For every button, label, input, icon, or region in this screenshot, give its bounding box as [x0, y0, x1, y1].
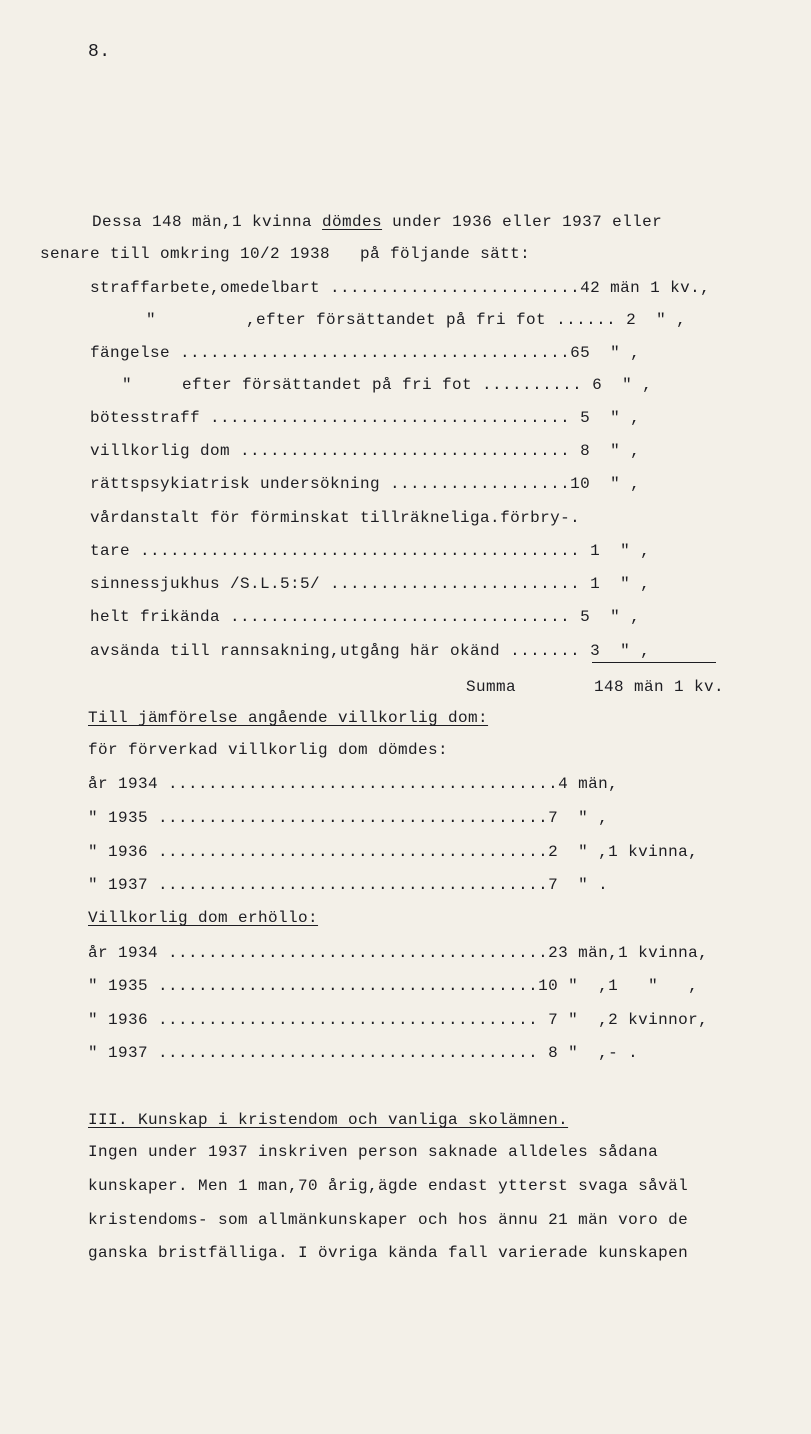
sentence-row: straffarbete,omedelbart .........................42 män 1 kv.,	[90, 279, 711, 297]
sum-rule	[592, 662, 716, 663]
comparison-heading: Till jämförelse angående villkorlig dom:	[88, 709, 489, 727]
sentence-row: vårdanstalt för förminskat tillräkneliga.förbry-.	[90, 509, 581, 527]
page-number: 8.	[88, 42, 111, 62]
sentence-row: bötesstraff .................................... 5 " ,	[90, 409, 641, 427]
erhollo-row: år 1934 ......................................23 män,1 kvinna,	[88, 944, 709, 962]
erhollo-heading: Villkorlig dom erhöllo:	[88, 909, 319, 927]
forverkad-row: " 1937 .......................................7 " .	[88, 876, 609, 894]
summa-value: 148 män 1 kv.	[594, 678, 725, 696]
sentence-row: tare ............................................ 1 " ,	[90, 542, 651, 560]
sentence-row: rättspsykiatrisk undersökning ..................10 " ,	[90, 475, 641, 493]
paragraph-line: kristendoms- som allmänkunskaper och hos ännu 21 män voro de	[88, 1211, 689, 1229]
erhollo-row: " 1936 ...................................... 7 " ,2 kvinnor,	[88, 1011, 709, 1029]
summa-label: Summa	[466, 678, 517, 696]
forverkad-row: " 1935 .......................................7 " ,	[88, 809, 609, 827]
paragraph-line: kunskaper. Men 1 man,70 årig,ägde endast ytterst svaga såväl	[88, 1177, 689, 1195]
intro-line-1	[92, 212, 662, 232]
forverkad-row: år 1934 .......................................4 män,	[88, 775, 619, 793]
intro-line-1-pre: Dessa 148 män,1 kvinna	[92, 213, 323, 231]
intro-line-1-post: under 1936 eller 1937 eller	[382, 213, 663, 231]
erhollo-row: " 1937 ...................................... 8 " ,- .	[88, 1044, 639, 1062]
sentence-row: helt frikända .................................. 5 " ,	[90, 608, 641, 626]
paragraph-line: Ingen under 1937 inskriven person saknade alldeles sådana	[88, 1143, 659, 1161]
intro-line-2: senare till omkring 10/2 1938 på följande sätt:	[40, 245, 531, 263]
sentence-row: " ,efter försättandet på fri fot ...... 2 " ,	[146, 311, 687, 329]
sentence-row: sinnessjukhus /S.L.5:5/ ......................... 1 " ,	[90, 575, 651, 593]
intro-underlined-word: dömdes	[322, 213, 383, 231]
forverkad-row: " 1936 .......................................2 " ,1 kvinna,	[88, 843, 699, 861]
erhollo-row: " 1935 ......................................10 " ,1 " ,	[88, 977, 699, 995]
forverkad-heading: för förverkad villkorlig dom dömdes:	[88, 741, 449, 759]
section-heading: III. Kunskap i kristendom och vanliga skolämnen.	[88, 1111, 569, 1129]
sentence-row: avsända till rannsakning,utgång här okänd ....... 3 " ,	[90, 642, 651, 660]
sentence-row: " efter försättandet på fri fot .......... 6 " ,	[122, 376, 653, 394]
paragraph-line: ganska bristfälliga. I övriga kända fall varierade kunskapen	[88, 1244, 689, 1262]
sentence-row: fängelse .......................................65 " ,	[90, 344, 641, 362]
sentence-row: villkorlig dom ................................. 8 " ,	[90, 442, 641, 460]
